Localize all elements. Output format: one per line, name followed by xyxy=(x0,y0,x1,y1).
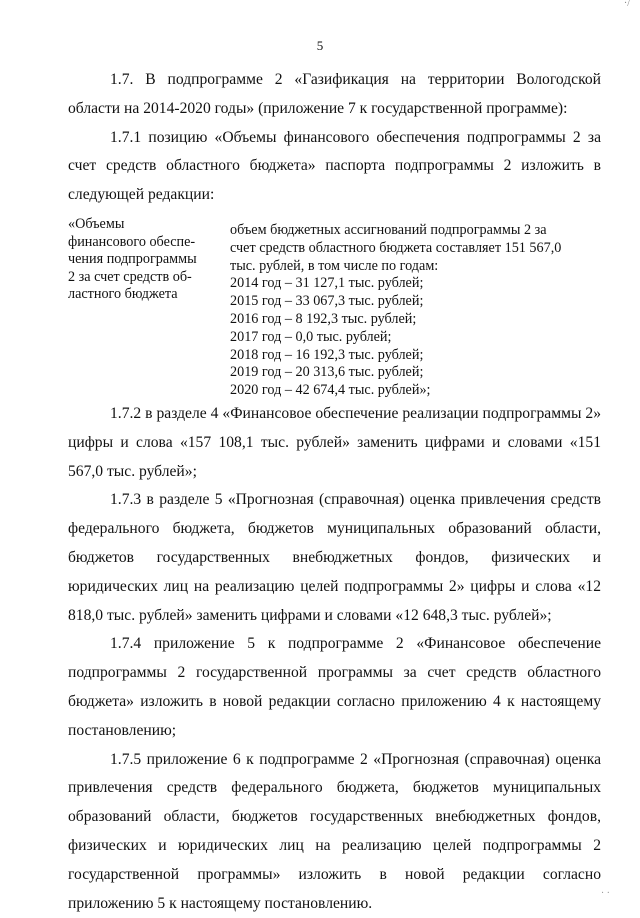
corner-mark-top: ·/ xyxy=(623,0,630,9)
funding-table xyxy=(68,214,601,400)
funding-table-right xyxy=(230,214,601,400)
table-right-line: тыс. рублей, в том числе по годам: xyxy=(230,257,439,274)
table-right-line: объем бюджетных ассигнований подпрограммы 2 за xyxy=(230,221,547,238)
table-left-line: 2 за счет средств об- xyxy=(68,268,192,285)
table-right-line: 2014 год – 31 127,1 тыс. рублей; xyxy=(230,275,424,292)
paragraph-1-7-1: 1.7.1 позицию «Объемы финансового обеспечения подпрограммы 2 за счет средств областного бюджета» паспорта подпрограммы 2 изложить в следующей редакции: xyxy=(68,128,601,204)
table-left-line: «Объемы xyxy=(68,215,125,232)
table-right-line: 2015 год – 33 067,3 тыс. рублей; xyxy=(230,293,424,310)
paragraph-1-7-3: 1.7.3 в разделе 5 «Прогнозная (справочная) оценка привлечения средств федерального бюджета, бюджетов муниципальных образований области, бюджетов государственных внебюджетных фондов, физических и юридических лиц на реализацию целей подпрограммы 2» цифры и слова «12 818,0 тыс. рублей» заменить цифрами и словами «12 648,3 тыс. рублей»; xyxy=(68,491,601,624)
table-right-line: счет средств областного бюджета составляет 151 567,0 xyxy=(230,239,562,256)
document-body xyxy=(68,66,601,918)
table-right-line: 2016 год – 8 192,3 тыс. рублей; xyxy=(230,310,417,327)
table-right-line: 2018 год – 16 192,3 тыс. рублей; xyxy=(230,346,424,363)
paragraph-1-7-4: 1.7.4 приложение 5 к подпрограмме 2 «Финансовое обеспечение подпрограммы 2 государственной программы за счет средств областного бюджета» изложить в новой редакции согласно приложению 4 к настоящему постановлению; xyxy=(68,635,601,739)
paragraph-1-7-2: 1.7.2 в разделе 4 «Финансовое обеспечение реализации подпрограммы 2» цифры и слова «157 108,1 тыс. рублей» заменить цифрами и словами «151 567,0 тыс. рублей»; xyxy=(68,404,601,480)
paragraph-1-7-5: 1.7.5 приложение 6 к подпрограмме 2 «Прогнозная (справочная) оценка привлечения средств федерального бюджета, бюджетов муниципальных образований области, бюджетов государственных внебюджетных фондов, физических и юридических лиц на реализацию целей подпрограммы 2 государственной программы» изложить в новой редакции согласно приложению 5 к настоящему постановлению. xyxy=(68,750,601,912)
funding-table-left xyxy=(68,214,230,400)
table-left-line: ластного бюджета xyxy=(68,286,178,303)
table-right-line: 2020 год – 42 674,4 тыс. рублей»; xyxy=(230,382,431,399)
table-left-line: чения подпрограммы xyxy=(68,251,197,268)
table-left-line: финансового обеспе- xyxy=(68,233,196,250)
corner-mark-bottom: · · xyxy=(600,888,610,899)
paragraph-1-7: 1.7. В подпрограмме 2 «Газификация на территории Вологодской области на 2014-2020 годы» (приложение 7 к государственной программе): xyxy=(68,71,601,117)
table-right-line: 2019 год – 20 313,6 тыс. рублей; xyxy=(230,364,424,381)
table-right-line: 2017 год – 0,0 тыс. рублей; xyxy=(230,328,392,345)
page-number: 5 xyxy=(316,38,324,53)
